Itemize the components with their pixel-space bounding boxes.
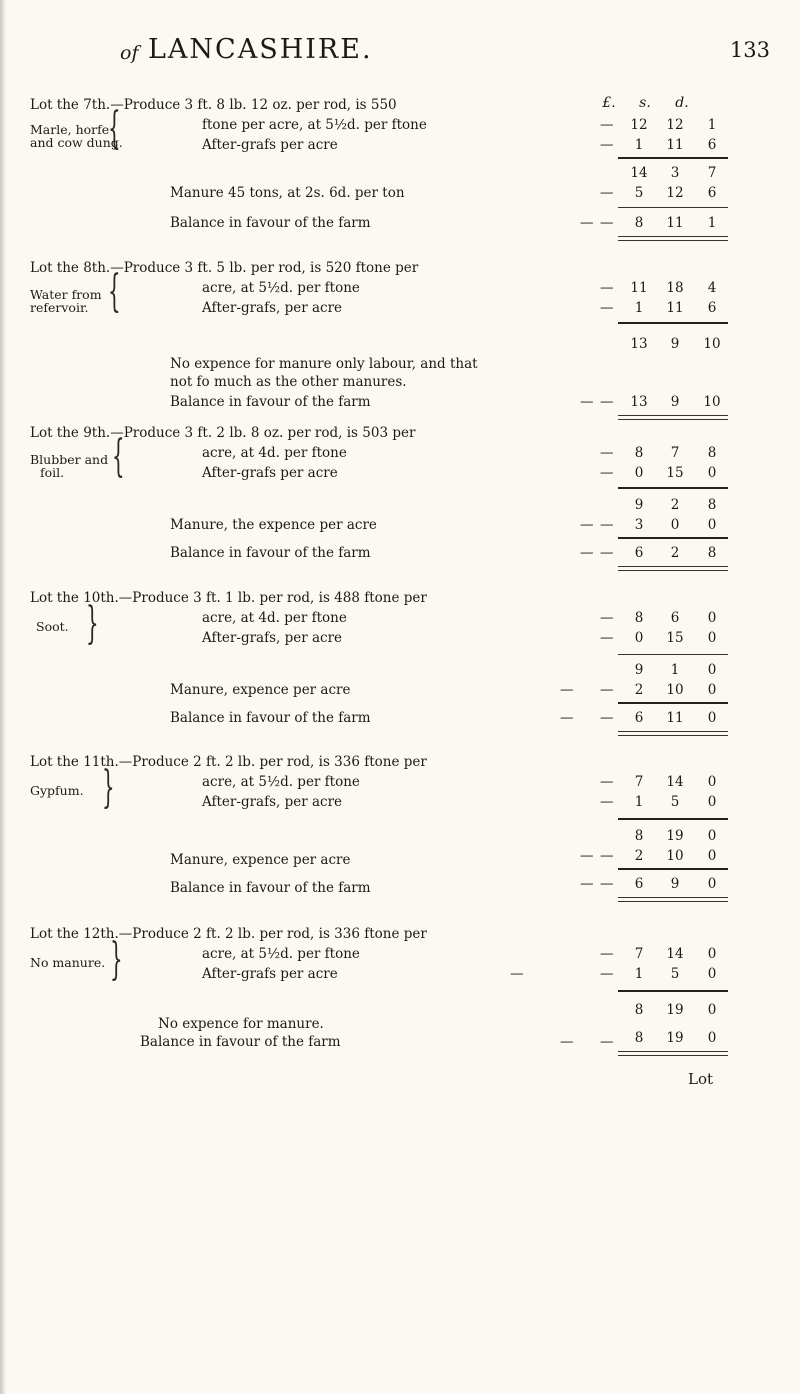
note-line: No expence for manure. [158,1016,324,1032]
side-label-line: Soot. [36,619,69,634]
amount-shillings: 14 [666,946,684,962]
amount-pounds: 1 [634,966,644,982]
amount-pounds: 8 [634,610,644,626]
page-edge-shadow [0,0,6,1394]
dash: — [600,117,614,133]
amount-pence: 8 [707,445,717,461]
amount-shillings: 12 [666,117,684,133]
amount-shillings: 3 [670,165,680,181]
side-label-line: refervoir. [30,300,89,315]
catchword: Lot [688,1070,714,1088]
dash: — [600,682,614,698]
amount-pounds: 6 [634,876,644,892]
amount-shillings: 19 [666,1030,684,1046]
note-line: No expence for manure only labour, and that [170,356,478,372]
sum-rule [618,702,728,704]
lot-side-label [30,784,84,797]
amount-shillings: 14 [666,774,684,790]
double-rule [618,1051,728,1056]
amount-pounds: 13 [630,394,648,410]
lot-side-label [36,620,69,633]
amount-pence: 10 [703,394,721,410]
dash: — [600,300,614,316]
amount-pounds: 9 [634,662,644,678]
lot-heading: Lot the 7th.—Produce 3 ft. 8 lb. 12 oz. per rod, is 550 [30,97,397,113]
amount-pounds: 1 [634,137,644,153]
amount-pounds: 6 [634,545,644,561]
amount-shillings: 2 [670,545,680,561]
balance-text: Balance in favour of the farm [170,880,371,896]
dash: — [600,185,614,201]
sum-rule [618,990,728,992]
sum-rule [618,818,728,820]
amount-pence: 6 [707,137,717,153]
amount-shillings: 11 [666,215,684,231]
dash: — [580,215,594,231]
amount-pounds: 0 [634,465,644,481]
dash: — [600,710,614,726]
sum-rule [618,868,728,870]
amount-pence: 0 [707,966,717,982]
lot-side-label [30,288,102,314]
brace-icon: { [108,103,121,154]
page-header [120,34,770,74]
amount-pence: 10 [703,336,721,352]
line-text: Manure, expence per acre [170,852,351,868]
dash: — [600,966,614,982]
amount-shillings: 7 [670,445,680,461]
dash: — [600,630,614,646]
brace-icon: { [108,266,121,317]
amount-pence: 0 [707,828,717,844]
amount-shillings: 15 [666,465,684,481]
amount-pence: 8 [707,497,717,513]
amount-pence: 0 [707,876,717,892]
amount-shillings: 11 [666,300,684,316]
brace-icon: } [86,598,99,649]
side-label-line: No manure. [30,955,106,970]
amount-pounds: 8 [634,215,644,231]
amount-pence: 0 [707,517,717,533]
amount-pounds: 1 [634,300,644,316]
line-text: Manure, the expence per acre [170,517,377,533]
header-of: of [120,42,139,64]
dash: — [600,137,614,153]
amount-shillings: 12 [666,185,684,201]
balance-text: Balance in favour of the farm [140,1034,341,1050]
lot-heading: Lot the 12th.—Produce 2 ft. 2 lb. per rod, is 336 ftone per [30,926,427,942]
dash: — [600,215,614,231]
amount-pounds: 13 [630,336,648,352]
amount-pence: 7 [707,165,717,181]
brace-icon: } [110,934,123,985]
double-rule [618,897,728,902]
amount-pence: 4 [707,280,717,296]
amount-pence: 1 [707,117,717,133]
amount-pence: 0 [707,465,717,481]
line-text: After-grafs per acre [202,137,338,153]
dash: — [600,517,614,533]
side-label-line: and cow dung. [30,135,123,150]
amount-pounds: 8 [634,828,644,844]
amount-pounds: 2 [634,682,644,698]
amount-pence: 0 [707,682,717,698]
balance-text: Balance in favour of the farm [170,710,371,726]
amount-pence: 8 [707,545,717,561]
sum-rule [618,487,728,489]
amount-shillings: 10 [666,848,684,864]
amount-shillings: 9 [670,394,680,410]
line-text: After-grafs, per acre [202,794,343,810]
amount-shillings: 5 [670,966,680,982]
line-text: acre, at 5½d. per ftone [202,280,360,296]
double-rule [618,566,728,571]
amount-pence: 0 [707,794,717,810]
line-text: After-grafs per acre [202,465,338,481]
amount-pounds: 2 [634,848,644,864]
currency-pounds: £. [602,95,616,111]
sum-rule [618,537,728,539]
dash: — [600,794,614,810]
dash: — [580,545,594,561]
sum-rule [618,654,728,655]
currency-shillings: s. [639,95,651,111]
sum-rule [618,322,728,324]
amount-shillings: 11 [666,137,684,153]
amount-pounds: 11 [630,280,648,296]
dash: — [600,545,614,561]
dash: — [600,610,614,626]
amount-pence: 0 [707,630,717,646]
line-text: After-grafs, per acre [202,300,343,316]
line-text: Manure 45 tons, at 2s. 6d. per ton [170,185,405,201]
amount-pounds: 7 [634,946,644,962]
amount-pounds: 5 [634,185,644,201]
sum-rule [618,157,728,159]
lot-heading: Lot the 9th.—Produce 3 ft. 2 lb. 8 oz. per rod, is 503 per [30,425,416,441]
amount-pounds: 9 [634,497,644,513]
lot-heading: Lot the 8th.—Produce 3 ft. 5 lb. per rod, is 520 ftone per [30,260,419,276]
dash: — [580,517,594,533]
brace-icon: } [102,762,115,813]
amount-pence: 0 [707,610,717,626]
lot-side-label [30,453,108,479]
amount-shillings: 19 [666,1002,684,1018]
amount-shillings: 6 [670,610,680,626]
amount-pounds: 14 [630,165,648,181]
lot-heading: Lot the 10th.—Produce 3 ft. 1 lb. per rod, is 488 ftone per [30,590,427,606]
dash: — [600,280,614,296]
amount-pence: 0 [707,848,717,864]
amount-pence: 6 [707,185,717,201]
amount-shillings: 0 [670,517,680,533]
balance-text: Balance in favour of the farm [170,394,371,410]
side-label-line: Water from [30,287,102,302]
amount-pounds: 1 [634,794,644,810]
amount-shillings: 9 [670,336,680,352]
dash: — [580,394,594,410]
dash: — [560,682,574,698]
amount-pounds: 3 [634,517,644,533]
amount-pounds: 8 [634,445,644,461]
line-text: acre, at 4d. per ftone [202,610,347,626]
side-label-line: Marle, horfe [30,122,110,137]
side-label-line: foil. [40,465,65,480]
amount-shillings: 19 [666,828,684,844]
amount-pence: 6 [707,300,717,316]
dash: — [600,445,614,461]
amount-shillings: 5 [670,794,680,810]
amount-shillings: 15 [666,630,684,646]
amount-pounds: 0 [634,630,644,646]
dash: — [600,774,614,790]
amount-pence: 0 [707,1002,717,1018]
line-text: acre, at 5½d. per ftone [202,946,360,962]
dash: — [600,1034,614,1050]
dash: — [600,848,614,864]
amount-shillings: 11 [666,710,684,726]
line-text: acre, at 5½d. per ftone [202,774,360,790]
page-number: 133 [729,38,770,62]
note-line: not fo much as the other manures. [170,374,407,390]
amount-pence: 0 [707,946,717,962]
dash: — [510,966,524,982]
side-label-line: Gypfum. [30,783,84,798]
double-rule [618,731,728,736]
dash: — [580,876,594,892]
amount-pence: 0 [707,710,717,726]
amount-shillings: 9 [670,876,680,892]
amount-pounds: 7 [634,774,644,790]
lot-heading: Lot the 11th.—Produce 2 ft. 2 lb. per rod, is 336 ftone per [30,754,427,770]
amount-shillings: 18 [666,280,684,296]
amount-pence: 0 [707,774,717,790]
amount-shillings: 1 [670,662,680,678]
amount-shillings: 10 [666,682,684,698]
amount-pence: 1 [707,215,717,231]
amount-pounds: 8 [634,1030,644,1046]
line-text: Manure, expence per acre [170,682,351,698]
balance-text: Balance in favour of the farm [170,545,371,561]
header-county: LANCASHIRE. [148,34,373,65]
amount-pounds: 8 [634,1002,644,1018]
dash: — [600,465,614,481]
brace-icon: { [112,431,125,482]
line-text: After-grafs, per acre [202,630,343,646]
dash: — [580,848,594,864]
currency-pence: d. [675,95,689,111]
balance-text: Balance in favour of the farm [170,215,371,231]
amount-pence: 0 [707,1030,717,1046]
lot-side-label [30,956,105,969]
amount-pence: 0 [707,662,717,678]
amount-pounds: 12 [630,117,648,133]
dash: — [600,876,614,892]
double-rule [618,236,728,241]
side-label-line: Blubber and [30,452,109,467]
line-text: After-grafs per acre [202,966,338,982]
line-text: ftone per acre, at 5½d. per ftone [202,117,427,133]
dash: — [560,710,574,726]
line-text: acre, at 4d. per ftone [202,445,347,461]
dash: — [560,1034,574,1050]
dash: — [600,946,614,962]
amount-pounds: 6 [634,710,644,726]
dash: — [600,394,614,410]
amount-shillings: 2 [670,497,680,513]
double-rule [618,415,728,420]
sum-rule [618,207,728,208]
